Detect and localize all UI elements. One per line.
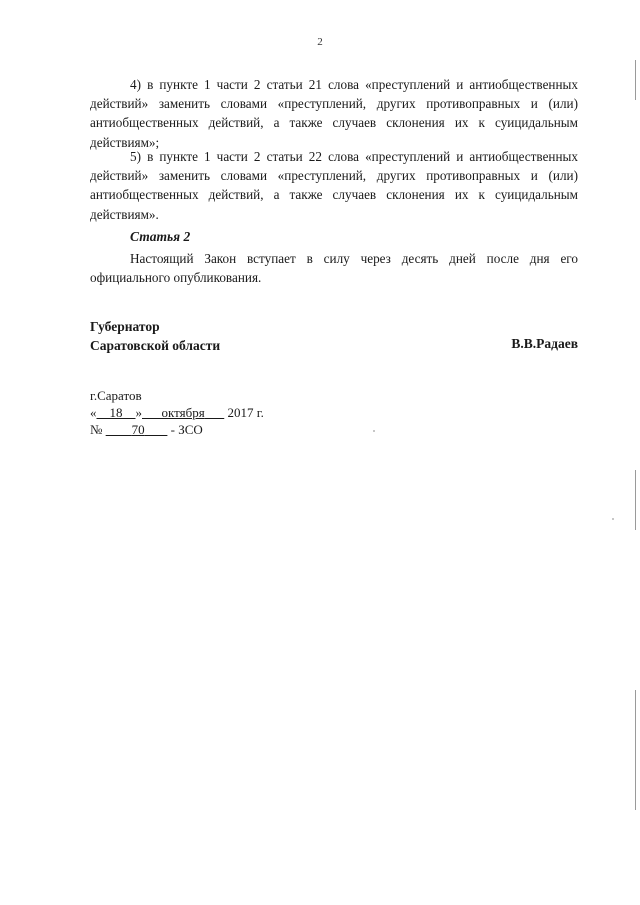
signing-date <box>90 405 264 421</box>
date-year: 2017 г. <box>227 405 264 420</box>
page-number: 2 <box>317 36 323 48</box>
amendment-item-5: 5) в пункте 1 части 2 статьи 22 слова «преступлений и антиобщественных действий» заменить словами «преступлений, других противоправных и (или) антиобщественных действий, а также случаев склонения их к суицидальным действиям». <box>90 149 578 222</box>
date-quote-close: » <box>135 405 142 420</box>
date-quote-open: « <box>90 405 97 420</box>
document-number <box>90 422 203 438</box>
signatory-title-line-1: Губернатор <box>90 319 160 334</box>
signing-place: г.Саратов <box>90 388 142 403</box>
signatory-title-line-2: Саратовской области <box>90 338 221 353</box>
scan-edge-mark <box>635 60 636 100</box>
signatory-name: В.В.Радаев <box>511 336 578 351</box>
signatory-title <box>90 317 220 355</box>
date-gap-2 <box>205 405 225 420</box>
number-suffix: - ЗСО <box>170 422 203 437</box>
scan-edge-mark <box>635 470 636 530</box>
scan-edge-mark <box>635 690 636 810</box>
date-month: октября <box>161 405 205 420</box>
amendment-item-4: 4) в пункте 1 части 2 статьи 21 слова «преступлений и антиобщественных действий» заменить словами «преступлений, других противоправных и (или) антиобщественных действий, а также случаев склонения их к суицидальным действиям»; <box>90 77 578 150</box>
scan-speck <box>373 430 375 432</box>
date-gap-1 <box>142 405 162 420</box>
number-prefix: № <box>90 422 103 437</box>
number-value: 70 <box>131 422 145 437</box>
article-2-text: Настоящий Закон вступает в силу через десять дней после дня его официального опубликования. <box>90 251 578 286</box>
scan-speck <box>612 518 614 520</box>
date-day: 18 <box>109 405 123 420</box>
article-2-heading: Статья 2 <box>130 229 191 244</box>
